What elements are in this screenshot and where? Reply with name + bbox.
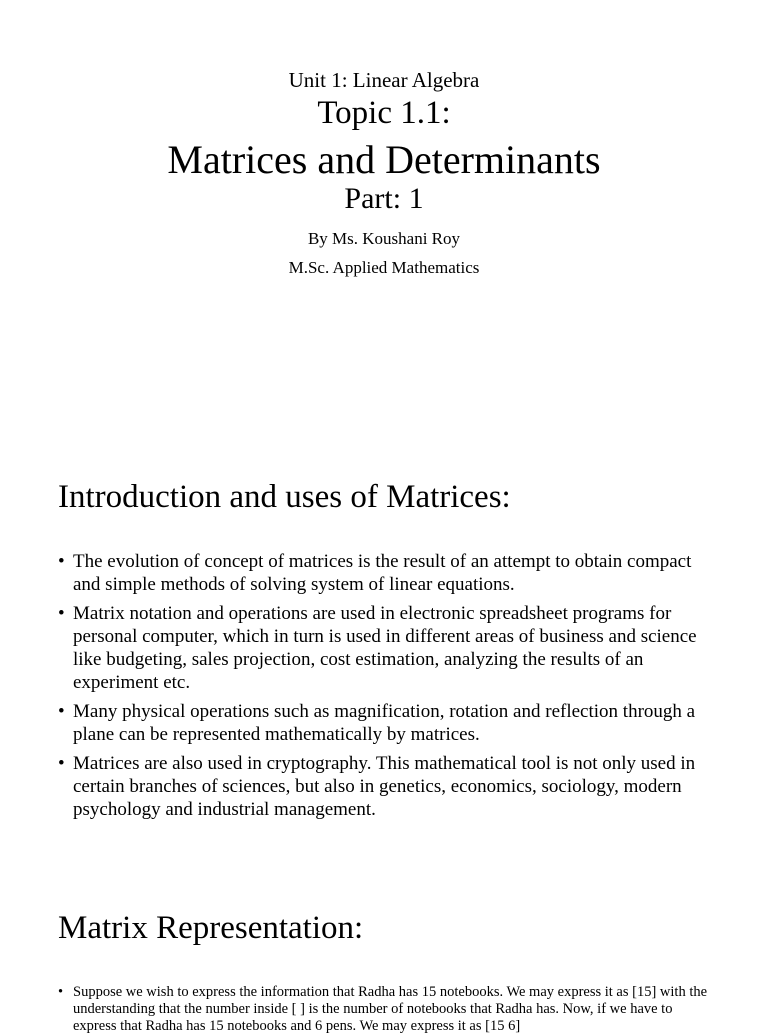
part-label: Part: 1 <box>344 182 424 215</box>
unit-label: Unit 1: Linear Algebra <box>288 68 480 92</box>
degree-line: M.Sc. Applied Mathematics <box>288 258 480 277</box>
matrix-heading: Matrix Representation: <box>58 910 364 946</box>
intro-bullet-list <box>58 550 708 827</box>
matrix-bullet-list <box>58 984 718 1035</box>
list-item: • The evolution of concept of matrices is the result of an attempt to obtain compact and simple methods of solving system of linear equations. <box>58 550 708 596</box>
list-item: • Matrix notation and operations are used in electronic spreadsheet programs for personal computer, which in turn is used in different areas of business and science like budgeting, sales projection, cost estimation, analyzing the results of an experiment etc. <box>58 602 708 694</box>
author-line: By Ms. Koushani Roy <box>307 229 461 248</box>
intro-slide <box>0 470 768 890</box>
topic-label: Topic 1.1: <box>317 95 451 131</box>
list-item: • Many physical operations such as magnification, rotation and reflection through a plane can be represented mathematically by matrices. <box>58 700 708 746</box>
document-title: Matrices and Determinants <box>167 137 601 182</box>
list-item: • Matrices are also used in cryptography. This mathematical tool is not only used in certain branches of sciences, but also in genetics, economics, sociology, modern psychology and industrial management. <box>58 752 708 821</box>
list-item: • Suppose we wish to express the information that Radha has 15 notebooks. We may express it as [15] with the understanding that the number inside [ ] is the number of notebooks that Radha has. Now, if we have to express that Radha has 15 notebooks and 6 pens. We may express it as [15 6] <box>58 984 718 1035</box>
intro-heading: Introduction and uses of Matrices: <box>58 479 511 515</box>
matrix-representation-slide <box>0 900 768 1034</box>
title-slide <box>0 0 768 340</box>
